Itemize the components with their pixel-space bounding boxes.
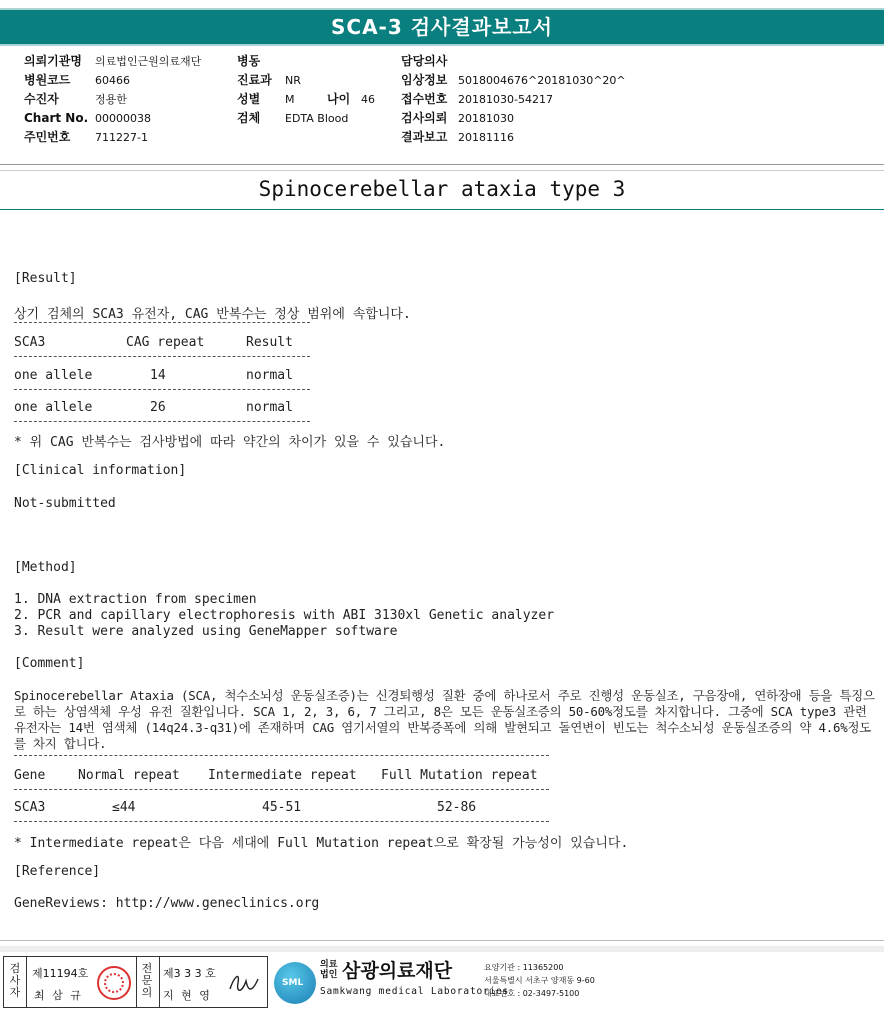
examiner-seal-icon xyxy=(97,966,131,1000)
section-heading-comment: [Comment] xyxy=(14,656,85,671)
info-column-patient xyxy=(24,52,244,147)
org-name: 삼광의료재단 xyxy=(342,960,453,982)
examiner-label: 검사자 xyxy=(9,962,21,999)
info-column-lab xyxy=(401,52,651,147)
footer-band xyxy=(0,946,884,952)
section-heading-clinical: [Clinical information] xyxy=(14,463,187,478)
info-row: 결과보고 20181116 xyxy=(401,130,514,144)
info-row: 병동 xyxy=(237,54,261,68)
examiner-license: 제11194호 xyxy=(32,967,89,980)
method-item: 2. PCR and capillary electrophoresis with ABI 3130xl Genetic analyzer xyxy=(14,608,555,623)
signature-box xyxy=(3,956,268,1008)
reference-text: GeneReviews: http://www.geneclinics.org xyxy=(14,896,320,911)
approver-license: 제3 3 3 호 xyxy=(163,967,216,980)
section-heading-method: [Method] xyxy=(14,560,77,575)
logo-text: SML xyxy=(282,978,304,988)
org-english: Samkwang medical Laboratories xyxy=(320,986,510,997)
table-rule xyxy=(14,389,310,390)
divider xyxy=(0,940,884,941)
info-row: 성별 M 나이 46 xyxy=(237,92,375,106)
info-row: 진료과 NR xyxy=(237,73,301,87)
info-row: Chart No. 00000038 xyxy=(24,111,151,125)
signature-icon xyxy=(226,967,262,999)
info-row: 접수번호 20181030-54217 xyxy=(401,92,553,106)
divider xyxy=(0,164,884,165)
info-row: 의뢰기관명 의료법인근원의료재단 xyxy=(24,54,202,68)
section-heading-result: [Result] xyxy=(14,271,77,286)
clinical-text: Not-submitted xyxy=(14,496,116,511)
approver-label: 전문의 xyxy=(141,962,153,999)
result-note: * 위 CAG 반복수는 검사방법에 따라 약간의 차이가 있을 수 있습니다. xyxy=(14,435,446,450)
org-contact: 요양기관 : 11365200 서울특별시 서초구 양재동 9-60 대표번호 : 02-3497-5100 xyxy=(484,963,595,998)
org-prefix: 의료 법인 xyxy=(320,960,338,980)
info-row: 검사의뢰 20181030 xyxy=(401,111,514,125)
info-row: 병원코드 60466 xyxy=(24,73,130,87)
section-heading-reference: [Reference] xyxy=(14,864,101,879)
method-item: 1. DNA extraction from specimen xyxy=(14,592,257,607)
comment-paragraph: Spinocerebellar Ataxia (SCA, 척수소뇌성 운동실조증)는 신경퇴행성 질환 중에 하나로서 주로 진행성 운동실조, 구음장애, 연하장애 등을 특징으로 하는 상염색체 우성 유전 질환입니다. SCA 1, 2, 3, 6, 7 그리고, 8은 모든 운동실조증의 50-60%정도를 차지합니다. 그중에 SCA type3 관련 유전자는 14번 염색체 (14q24.3-q31)에 존재하며 CAG 염기서열의 반복증폭에 의해 발현되고 돌연변이 빈도는 척수소뇌성 운동실조증의 약 4.6%정도를 차지 합니다. xyxy=(14,688,875,751)
divider xyxy=(0,170,884,171)
examiner-name: 최 삼 규 xyxy=(34,989,83,1002)
info-row: 담당의사 xyxy=(401,54,448,68)
method-item: 3. Result were analyzed using GeneMapper software xyxy=(14,624,398,639)
table-rule xyxy=(14,789,549,790)
report-subtitle: Spinocerebellar ataxia type 3 xyxy=(258,177,626,201)
report-title: SCA-3 검사결과보고서 xyxy=(331,15,553,39)
result-summary: 상기 검체의 SCA3 유전자, CAG 반복수는 정상 범위에 속합니다. xyxy=(14,307,411,322)
comment-note: * Intermediate repeat은 다음 세대에 Full Mutation repeat으로 확장될 가능성이 있습니다. xyxy=(14,836,629,851)
info-column-specimen xyxy=(237,52,397,128)
approver-name: 지 현 영 xyxy=(163,989,212,1002)
table-rule xyxy=(14,322,310,323)
table-rule xyxy=(14,821,549,822)
info-row: 수진자 정용한 xyxy=(24,92,127,106)
divider xyxy=(0,209,884,210)
info-row: 검체 EDTA Blood xyxy=(237,111,349,125)
table-rule xyxy=(14,421,310,422)
table-rule xyxy=(14,356,310,357)
table-rule xyxy=(14,755,549,756)
info-row: 주민번호 711227-1 xyxy=(24,130,148,144)
info-row: 임상정보 5018004676^20181030^20^ xyxy=(401,73,626,87)
